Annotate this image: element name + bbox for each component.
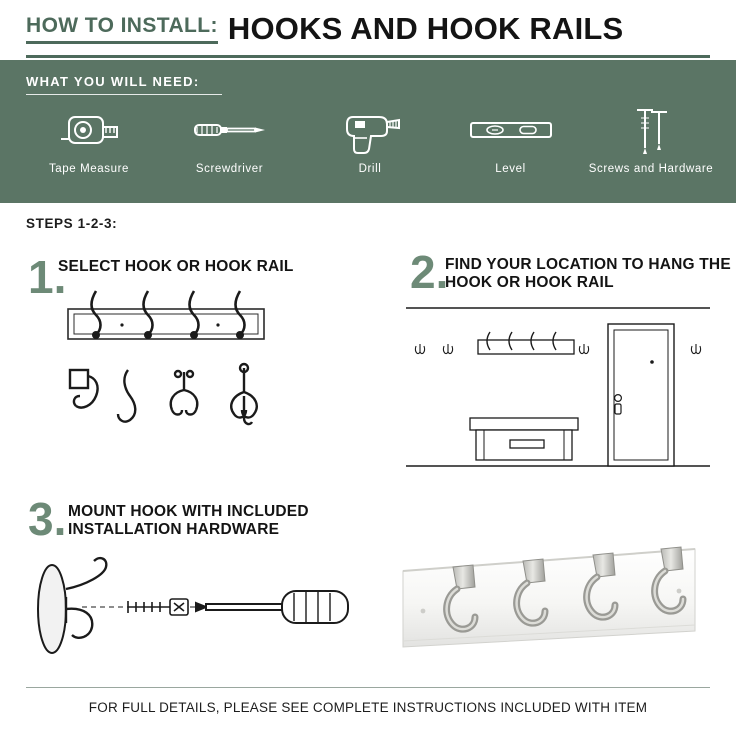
drill-icon: [301, 102, 439, 158]
step-2-title: FIND YOUR LOCATION TO HANG THE HOOK OR HOOK RAIL: [445, 256, 731, 292]
step-1-hook-styles-illustration: [62, 362, 292, 447]
tool-label: Screws and Hardware: [588, 163, 714, 175]
what-you-will-need-band: [0, 60, 736, 203]
footer-note: FOR FULL DETAILS, PLEASE SEE COMPLETE INSTRUCTIONS INCLUDED WITH ITEM: [88, 700, 648, 715]
steps-heading: STEPS 1-2-3:: [26, 216, 118, 231]
page-header: [0, 0, 736, 58]
tool-item-level: [442, 102, 580, 176]
needs-heading: WHAT YOU WILL NEED:: [26, 74, 200, 89]
page-title: HOOKS AND HOOK RAILS: [227, 11, 624, 46]
tool-item-tape-measure: [20, 102, 158, 176]
step-2-number: 2.: [410, 246, 449, 298]
step-3-number: 3.: [28, 493, 67, 545]
header-kicker: HOW TO INSTALL:: [26, 14, 218, 44]
step-1-hook-rail-illustration: [60, 285, 280, 360]
screwdriver-icon: [161, 102, 299, 158]
step-3-mounting-illustration: [20, 545, 360, 680]
tool-item-screwdriver: [161, 102, 299, 176]
product-photo-hook-rail: [395, 505, 711, 670]
tool-label: Screwdriver: [195, 163, 264, 175]
needs-heading-underline: [26, 94, 222, 95]
tape-measure-icon: [20, 102, 158, 158]
step-2-wall-elevation-illustration: [404, 300, 714, 485]
tool-list: [20, 102, 720, 176]
tool-label: Drill: [358, 163, 382, 175]
header-divider: [26, 55, 710, 58]
tool-item-screws: [582, 102, 720, 176]
screws-icon: [582, 102, 720, 158]
level-icon: [442, 102, 580, 158]
tool-label: Level: [495, 163, 526, 175]
step-1-number: 1.: [28, 251, 67, 303]
tool-item-drill: [301, 102, 439, 176]
tool-label: Tape Measure: [48, 163, 130, 175]
footer-divider: [26, 687, 710, 688]
step-3-title: MOUNT HOOK WITH INCLUDED INSTALLATION HARDWARE: [68, 503, 309, 539]
step-1-title: SELECT HOOK OR HOOK RAIL: [58, 258, 294, 275]
